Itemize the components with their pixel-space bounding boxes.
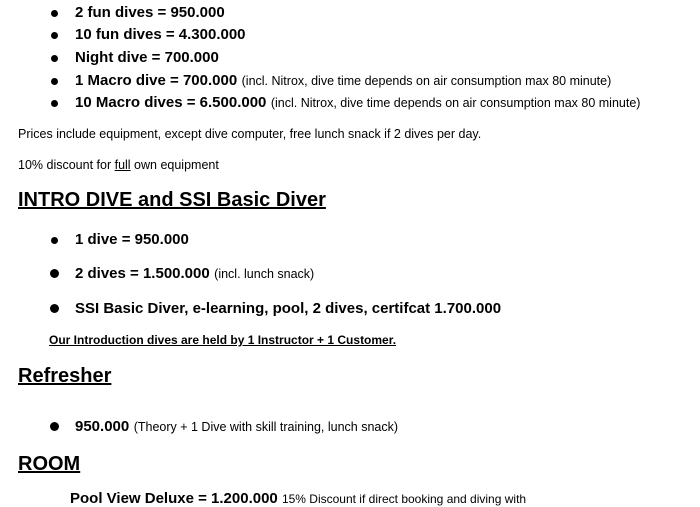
bullet-icon bbox=[50, 269, 59, 278]
item-note: (incl. lunch snack) bbox=[214, 267, 315, 281]
room-heading: ROOM bbox=[18, 453, 81, 475]
bullet-icon bbox=[51, 78, 58, 85]
item-price: 2 dives = 1.500.000 bbox=[75, 265, 210, 282]
bullet-icon bbox=[50, 422, 59, 431]
discount-note bbox=[18, 158, 219, 172]
item-note: (incl. Nitrox, dive time depends on air consumption max 80 minute) bbox=[241, 74, 612, 88]
intro-heading: INTRO DIVE and SSI Basic Diver bbox=[18, 189, 326, 211]
item-price: SSI Basic Diver, e-learning, pool, 2 dives, certifcat 1.700.000 bbox=[75, 300, 502, 317]
intro-footnote: Our Introduction dives are held by 1 Instructor + 1 Customer. bbox=[49, 333, 397, 347]
item-price: 10 fun dives = 4.300.000 bbox=[75, 26, 246, 43]
refresher-heading: Refresher bbox=[18, 365, 112, 387]
discount-text: 10% discount for bbox=[18, 158, 115, 172]
room-price: Pool View Deluxe = 1.200.000 bbox=[70, 490, 278, 507]
bullet-icon bbox=[51, 32, 58, 39]
item-price: 10 Macro dives = 6.500.000 bbox=[75, 94, 267, 111]
bullet-icon bbox=[51, 10, 58, 17]
item-note: (incl. Nitrox, dive time depends on air consumption max 80 minute) bbox=[270, 96, 641, 110]
item-price: 1 dive = 950.000 bbox=[75, 231, 189, 248]
prices-note: Prices include equipment, except dive computer, free lunch snack if 2 dives per day. bbox=[18, 127, 482, 141]
item-price: 1 Macro dive = 700.000 bbox=[75, 72, 238, 89]
item-price: 2 fun dives = 950.000 bbox=[75, 4, 225, 21]
discount-text: own equipment bbox=[130, 158, 219, 172]
room-partial-line bbox=[70, 490, 526, 507]
room-note: 15% Discount if direct booking and diving with bbox=[281, 492, 527, 506]
item-note: (Theory + 1 Dive with skill training, lunch snack) bbox=[133, 420, 399, 434]
item-price: 950.000 bbox=[75, 418, 130, 435]
bullet-icon bbox=[51, 55, 58, 62]
bullet-icon bbox=[51, 237, 58, 244]
discount-underlined: full bbox=[114, 158, 131, 172]
bullet-icon bbox=[50, 304, 59, 313]
bullet-icon bbox=[51, 100, 58, 107]
item-price: Night dive = 700.000 bbox=[75, 49, 219, 66]
